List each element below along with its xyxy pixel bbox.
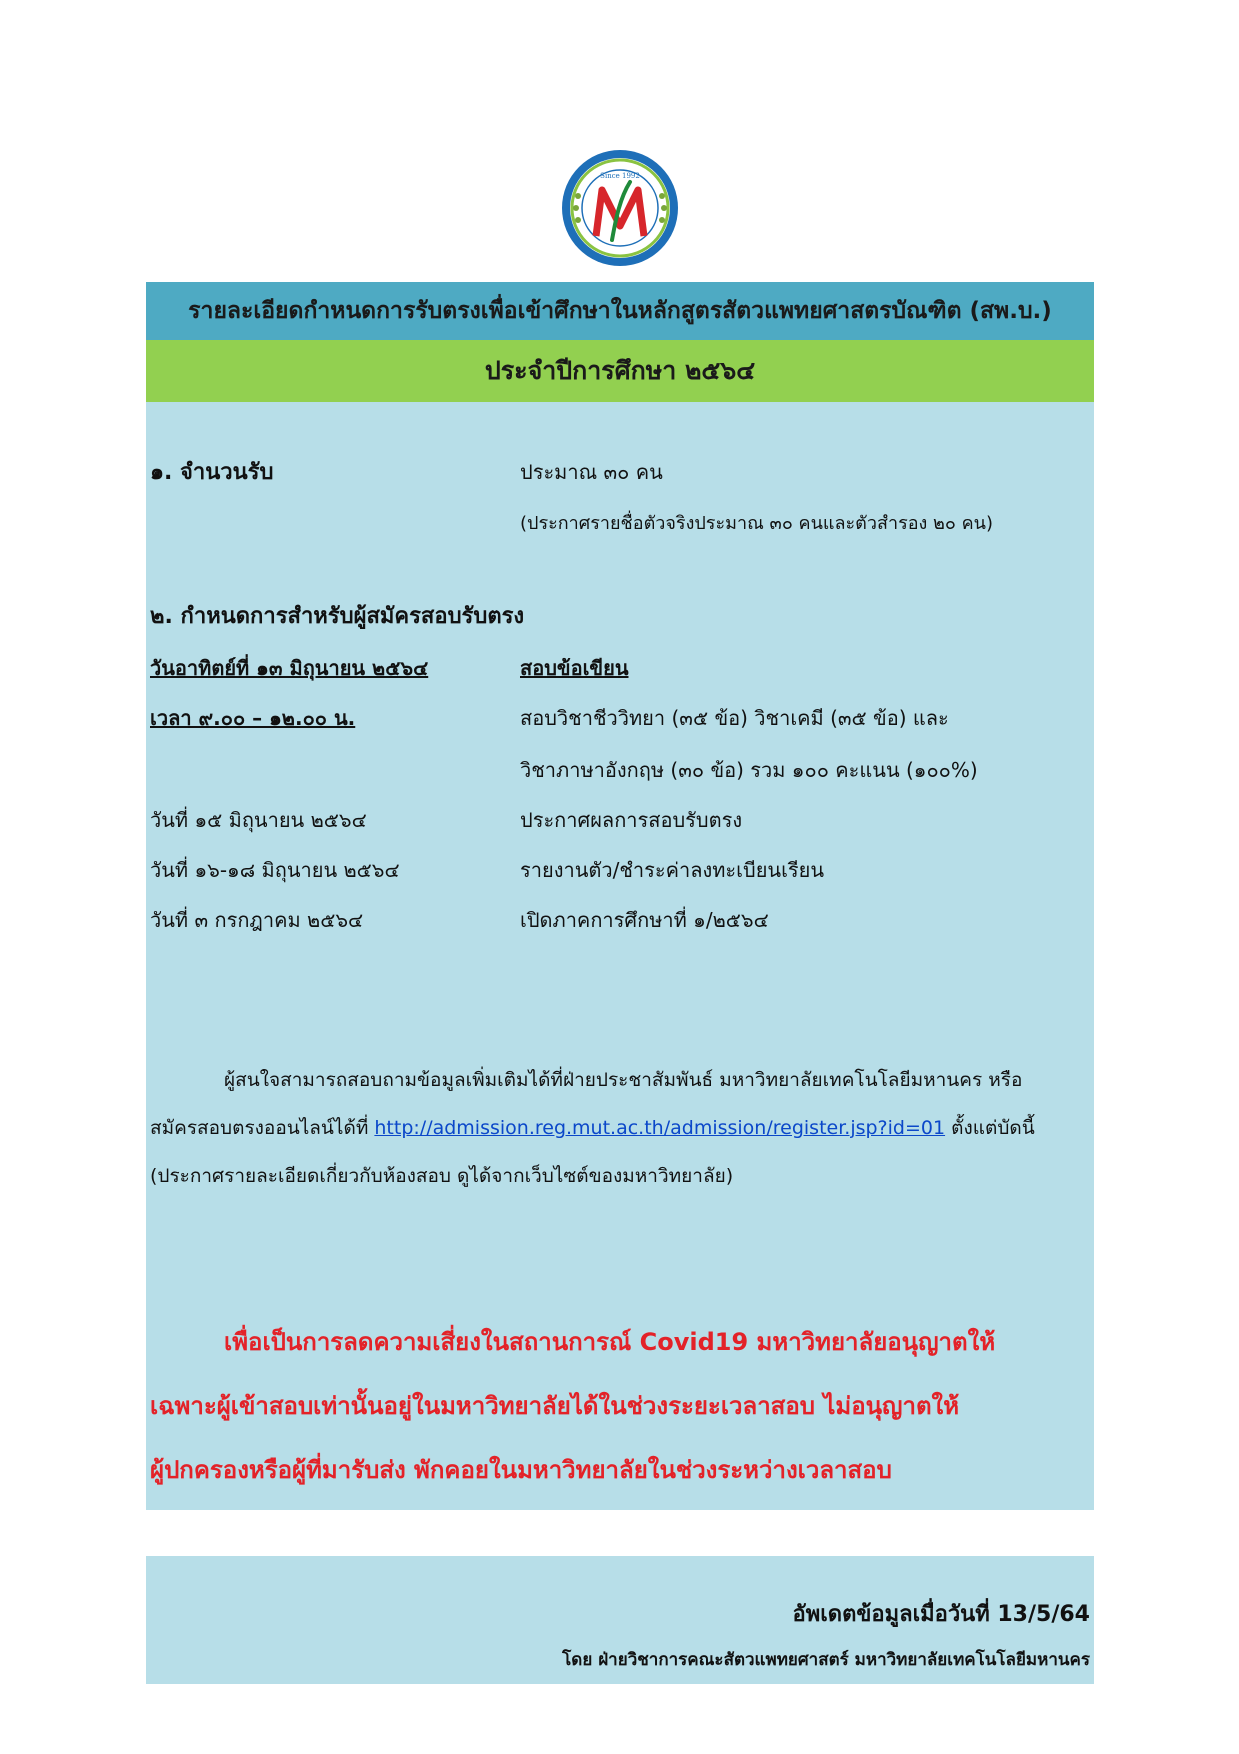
- info-line3: (ประกาศรายละเอียดเกี่ยวกับห้องสอบ ดูได้จากเว็บไซต์ของมหาวิทยาลัย): [150, 1165, 734, 1187]
- details-panel: [146, 402, 1094, 1510]
- faculty-logo: [552, 148, 688, 268]
- exam-title: สอบข้อเขียน: [520, 656, 629, 680]
- schedule-date: วันที่ ๓ กรกฎาคม ๒๕๖๔: [150, 908, 364, 932]
- schedule-event: ประกาศผลการสอบรับตรง: [520, 808, 743, 832]
- warning-line2: เฉพาะผู้เข้าสอบเท่านั้นอยู่ในมหาวิทยาลัยได้ในช่วงระยะเวลาสอบ ไม่อนุญาตให้: [150, 1392, 960, 1420]
- info-line2-suffix: ตั้งแต่บัดนี้: [945, 1117, 1035, 1139]
- info-line2-prefix: สมัครสอบตรงออนไลน์ได้ที่: [150, 1117, 375, 1139]
- svg-text:Since 1992: Since 1992: [600, 172, 640, 180]
- schedule-date: วันที่ ๑๖-๑๘ มิถุนายน ๒๕๖๔: [150, 858, 400, 882]
- quota-note: (ประกาศรายชื่อตัวจริงประมาณ ๓๐ คนและตัวสำรอง ๒๐ คน): [520, 513, 994, 534]
- section1-heading: ๑. จำนวนรับ: [150, 460, 274, 485]
- info-paragraph: [150, 1056, 1080, 1200]
- update-footer: [146, 1556, 1094, 1684]
- schedule-date: วันที่ ๑๕ มิถุนายน ๒๕๖๔: [150, 808, 367, 832]
- document-title: รายละเอียดกำหนดการรับตรงเพื่อเข้าศึกษาในหลักสูตรสัตวแพทยศาสตรบัณฑิต (สพ.บ.): [146, 282, 1094, 340]
- exam-subjects-line2: วิชาภาษาอังกฤษ (๓๐ ข้อ) รวม ๑๐๐ คะแนน (๑๐๐%): [520, 758, 978, 782]
- exam-time: เวลา ๙.๐๐ – ๑๒.๐๐ น.: [150, 706, 356, 730]
- info-line2: [150, 1104, 1080, 1152]
- exam-subjects-line1: สอบวิชาชีววิทยา (๓๕ ข้อ) วิชาเคมี (๓๕ ข้อ) และ: [520, 706, 949, 730]
- updated-date: อัพเดตข้อมูลเมื่อวันที่ 13/5/64: [792, 1602, 1090, 1627]
- warning-line3: ผู้ปกครองหรือผู้ที่มารับส่ง พักคอยในมหาวิทยาลัยในช่วงระหว่างเวลาสอบ: [150, 1456, 892, 1484]
- info-line1: ผู้สนใจสามารถสอบถามข้อมูลเพิ่มเติมได้ที่ฝ่ายประชาสัมพันธ์ มหาวิทยาลัยเทคโนโลยีมหานคร หรือ: [224, 1069, 1023, 1091]
- academic-year: ประจำปีการศึกษา ๒๕๖๔: [146, 340, 1094, 402]
- schedule-event: รายงานตัว/ชำระค่าลงทะเบียนเรียน: [520, 858, 825, 882]
- author-line: โดย ฝ่ายวิชาการคณะสัตวแพทยศาสตร์ มหาวิทยาลัยเทคโนโลยีมหานคร: [562, 1650, 1090, 1670]
- exam-date: วันอาทิตย์ที่ ๑๓ มิถุนายน ๒๕๖๔: [150, 656, 429, 680]
- covid-warning: [150, 1310, 1090, 1502]
- warning-line1: เพื่อเป็นการลดความเสี่ยงในสถานการณ์ Covid19 มหาวิทยาลัยอนุญาตให้: [224, 1328, 996, 1356]
- section2-heading: ๒. กำหนดการสำหรับผู้สมัครสอบรับตรง: [150, 604, 525, 629]
- registration-link[interactable]: http://admission.reg.mut.ac.th/admission/register.jsp?id=01: [374, 1117, 946, 1139]
- schedule-event: เปิดภาคการศึกษาที่ ๑/๒๕๖๔: [520, 908, 769, 932]
- quota-value: ประมาณ ๓๐ คน: [520, 460, 663, 484]
